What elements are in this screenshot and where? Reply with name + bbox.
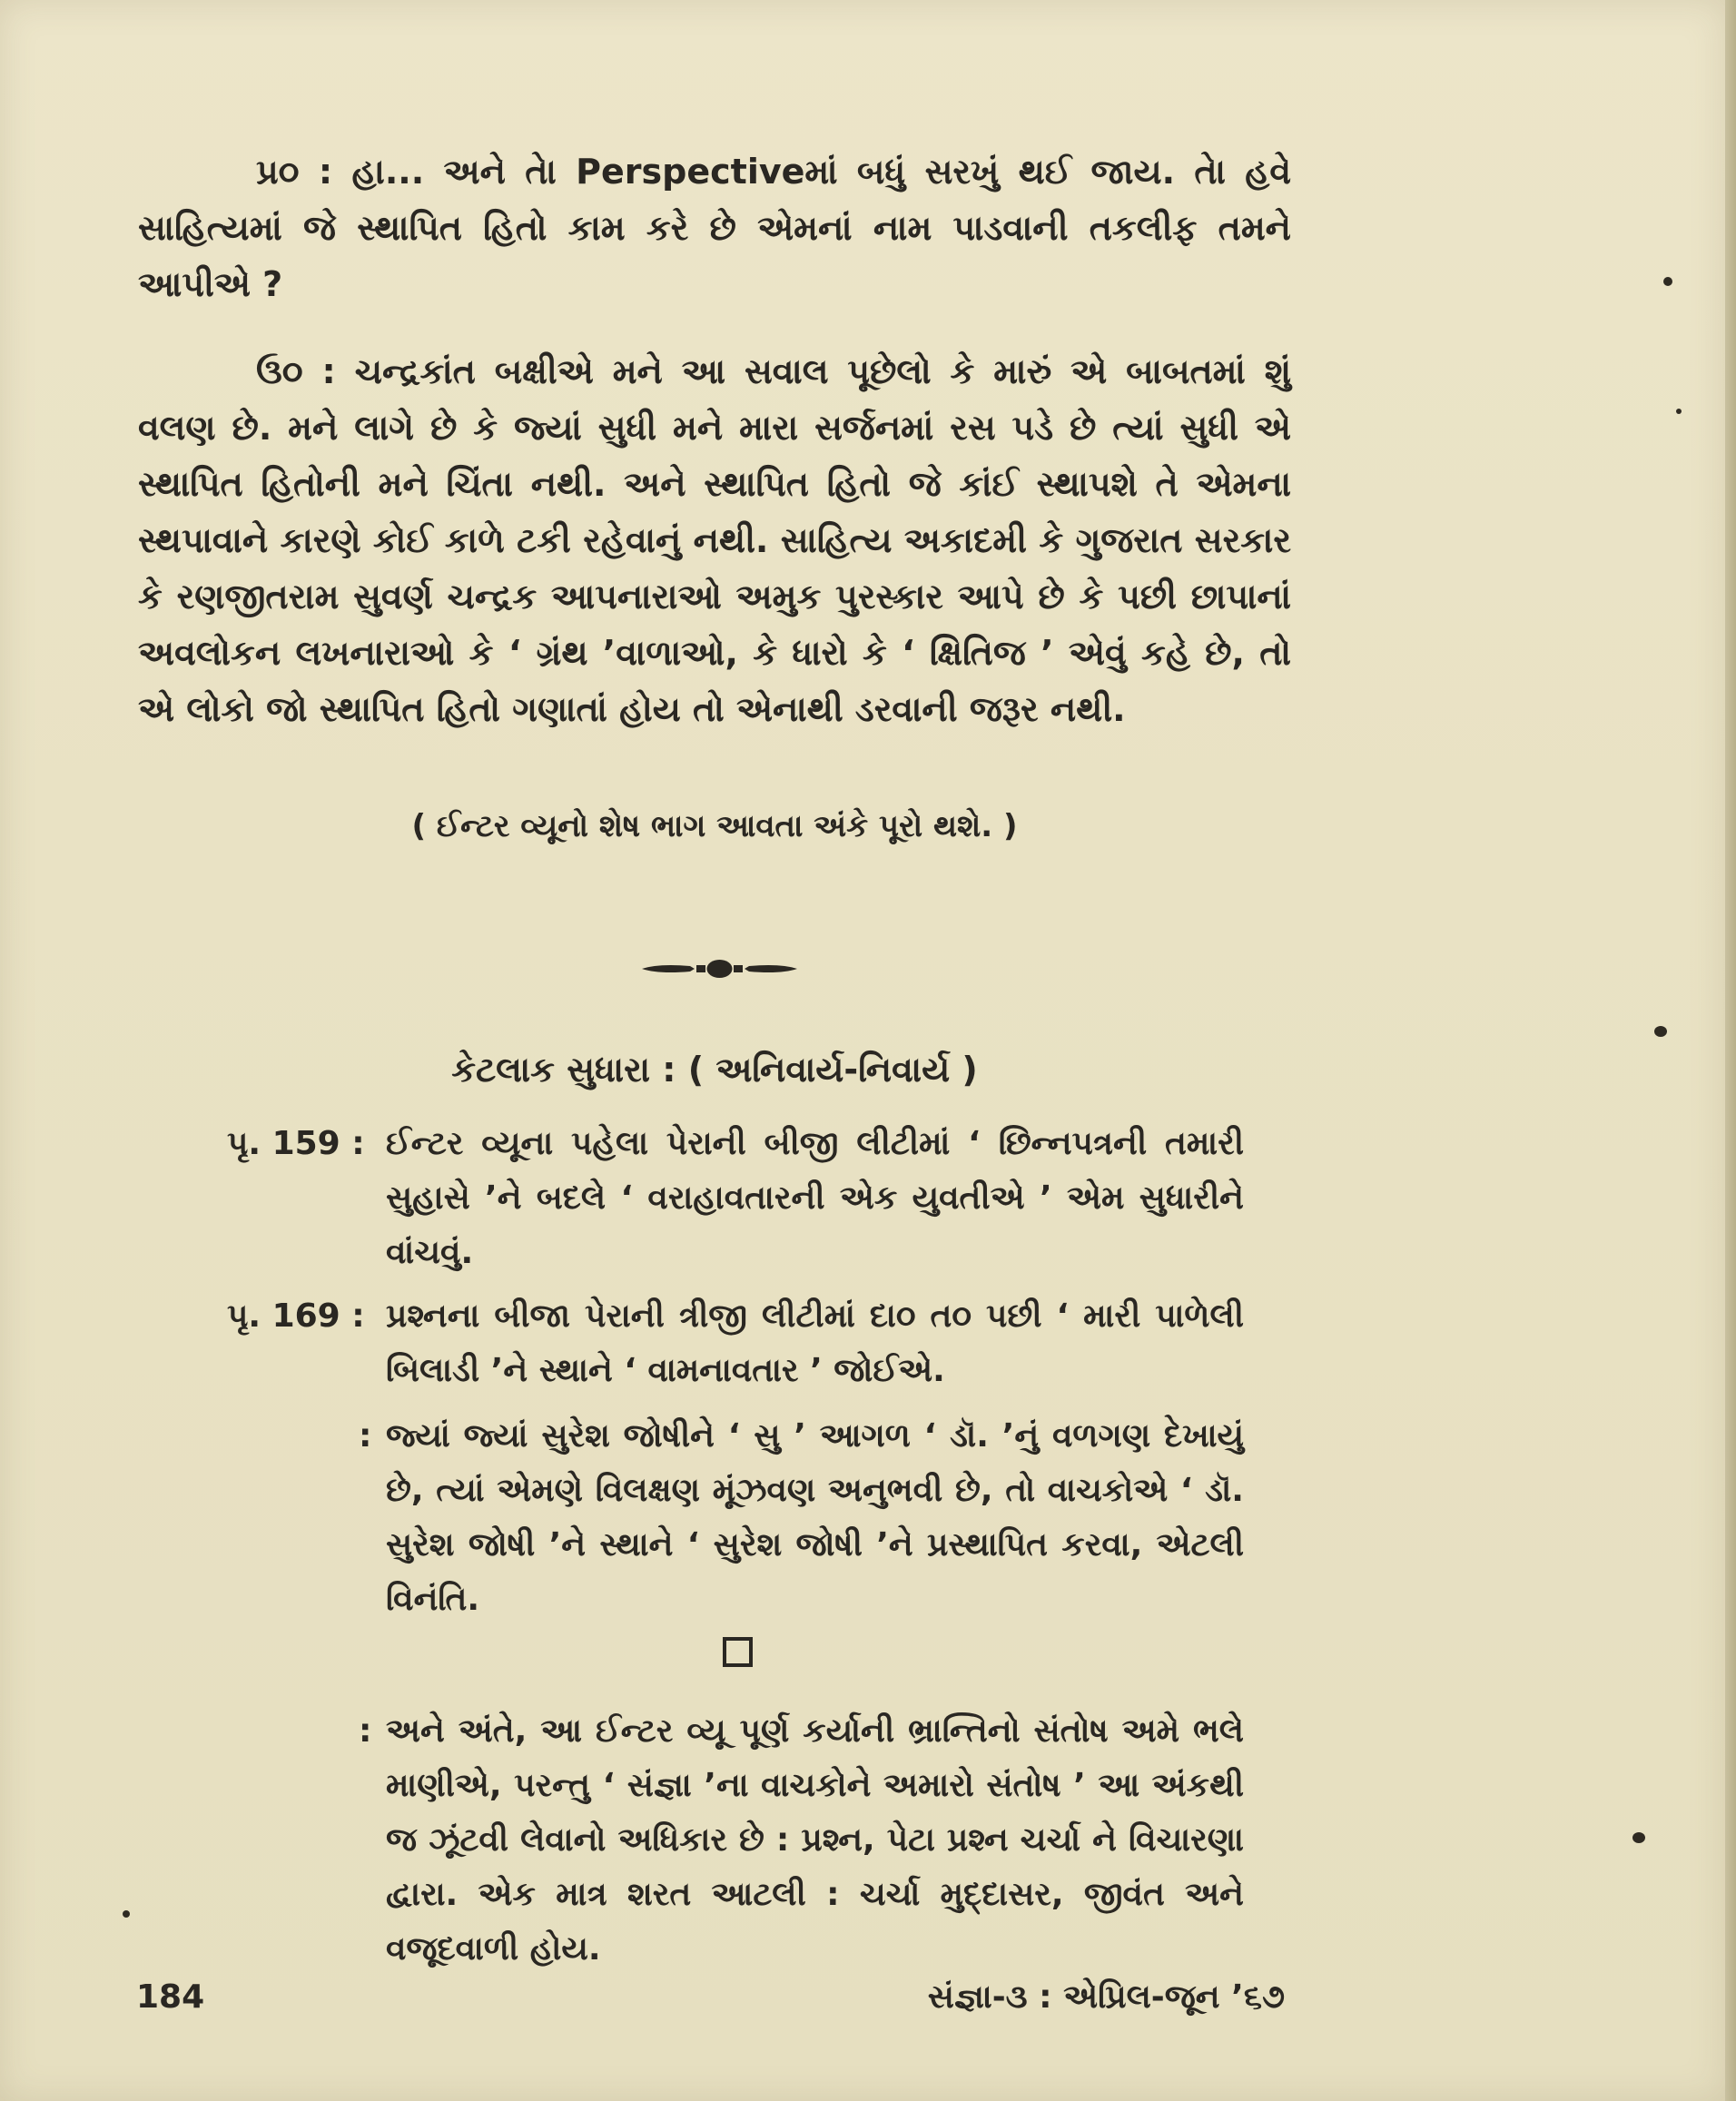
- correction-text: પ્રશ્નના બીજા પેરાની ત્રીજી લીટીમાં દા૦ ત૦ પછી ‘ મારી પાળેલી બિલાડી ’ને સ્થાને ‘ વામનાવતાર ’ જોઈએ.: [386, 1297, 1244, 1389]
- correction-item: [227, 1289, 1244, 1398]
- answer-paragraph: ઉ૦ : ચન્દ્રકાંત બક્ષીએ મને આ સવાલ પૂછેલો કે મારું એ બાબતમાં શું વલણ છે. મને લાગે છે કે જ્યાં સુધી મને મારા સર્જનમાં રસ પડે છે ત્યાં સુધી એ સ્થાપિત હિતોની મને ચિંતા નથી. અને સ્થાપિત હિતો જે કાંઈ સ્થાપશે તે એમના સ્થપાવાને કારણે કોઈ કાળે ટકી રહેવાનું નથી. સાહિત્ય અકાદમી કે ગુજરાત સરકાર કે રણજીતરામ સુવર્ણ ચન્દ્રક આપનારાઓ અમુક પુરસ્કાર આપે છે કે પછી છાપાનાં અવલોકન લખનારાઓ કે ‘ ગ્રંથ ’વાળાઓ, કે ધારો કે ‘ ક્ષિતિજ ’ એવું કહે છે, તો એ લોકો જો સ્થાપિત હિતો ગણાતાં હોય તો એનાથી ડરવાની જરૂર નથી.: [138, 351, 1291, 729]
- correction-text: ઈન્ટર વ્યૂના પહેલા પેરાની બીજી લીટીમાં ‘ છિન્નપત્રની તમારી સુહાસે ’ને બદલે ‘ વરાહાવતારની એક યુવતીએ ’ એમ સુધારીને વાંચવું.: [386, 1125, 1244, 1271]
- closing-text: અને અંતે, આ ઈન્ટર વ્યૂ પૂર્ણ કર્યાની ભ્રાન્તિનો સંતોષ અમે ભલે માણીએ, પરન્તુ ‘ સંજ્ઞા ’ના વાચકોને અમારો સંતોષ ’ આ અંકથી જ ઝૂંટવી લેવાનો અધિકાર છે : પ્રશ્ન, પેટા પ્રશ્ન ચર્ચા ને વિચારણા દ્વારા. એક માત્ર શરત આટલી : ચર્ચા મુદ્દાસર, જીવંત અને વજૂદવાળી હોય.: [386, 1712, 1244, 1968]
- paper-speck: [1663, 277, 1672, 286]
- correction-label: :: [359, 1417, 372, 1455]
- square-separator-icon: [723, 1637, 753, 1667]
- correction-label: પૃ. 169 :: [227, 1297, 365, 1335]
- ornament-divider-icon: [640, 958, 799, 980]
- corrections-title: કેટલાક સુધારા : ( અનિવાર્ય-નિવાર્ય ): [451, 1050, 978, 1090]
- paper-speck: [1654, 1026, 1667, 1037]
- continuation-note: ( ઈન્ટર વ્યૂનો શેષ ભાગ આવતા અંકે પૂરો થશે. ): [411, 808, 1018, 844]
- correction-text: જ્યાં જ્યાં સુરેશ જોષીને ‘ સુ ’ આગળ ‘ ડૉ. ’નું વળગણ દેખાયું છે, ત્યાં એમણે વિલક્ષણ મૂંઝવણ અનુભવી છે, તો વાચકોએ ‘ ડૉ. સુરેશ જોષી ’ને સ્થાને ‘ સુરેશ જોષી ’ને પ્રસ્થાપિત કરવા, એટલી વિનંતિ.: [386, 1417, 1244, 1618]
- question-paragraph: પ્ર૦ : હા... અને તેા Perspectiveમાં બધું સરખું થઈ જાય. તેા હવે સાહિત્યમાં જે સ્થાપિત હિતો કામ કરે છે એમનાં નામ પાડવાની તકલીફ તમને આપીએ ?: [138, 152, 1291, 304]
- closing-label: :: [359, 1712, 372, 1750]
- closing-paragraph: [227, 1704, 1244, 1977]
- page-edge: [1725, 0, 1736, 2101]
- correction-item: [227, 1117, 1244, 1280]
- paper-speck: [1676, 409, 1682, 414]
- journal-info: સંજ્ઞા-૩ : એપ્રિલ-જૂન ’૬૭: [927, 1978, 1285, 2016]
- correction-label: પૃ. 159 :: [227, 1125, 365, 1162]
- paper-speck: [123, 1910, 130, 1918]
- paper-speck: [1632, 1832, 1645, 1843]
- correction-item: [227, 1409, 1244, 1627]
- page-number: 184: [136, 1978, 205, 2016]
